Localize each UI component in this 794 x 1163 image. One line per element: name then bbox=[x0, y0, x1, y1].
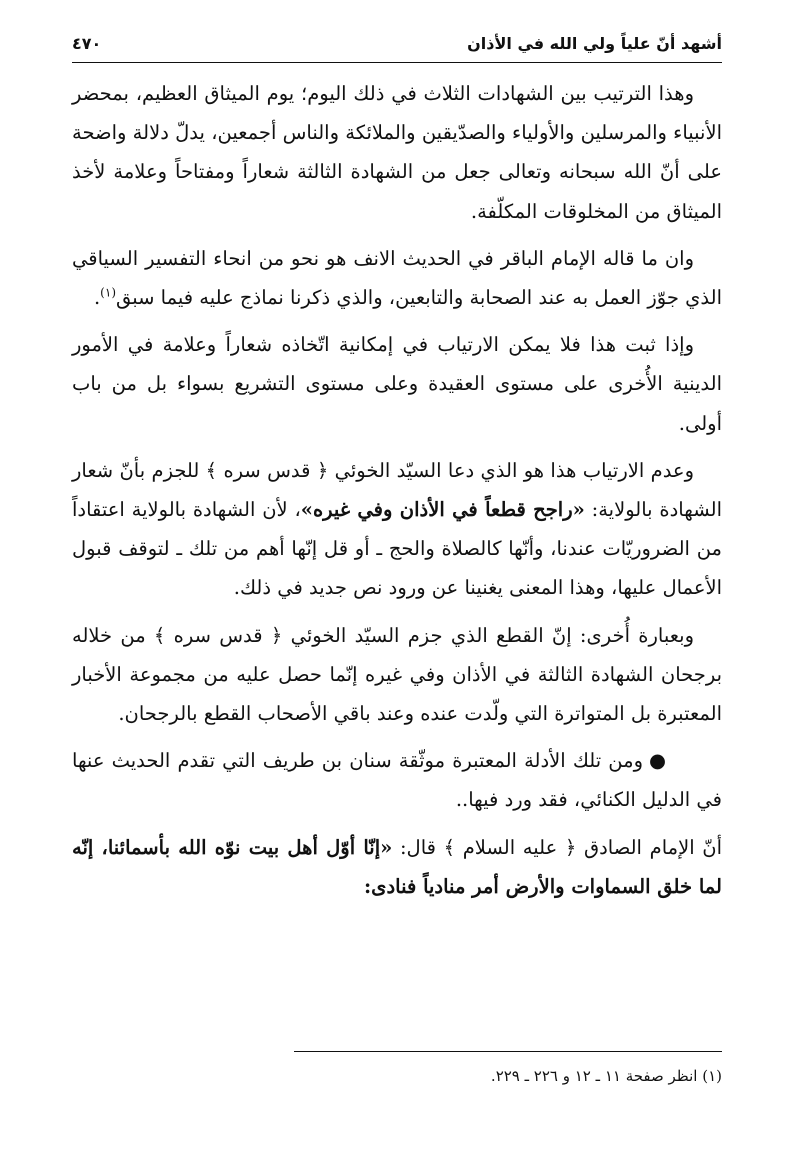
paragraph-2 bbox=[72, 239, 722, 317]
paragraph-6 bbox=[72, 741, 722, 819]
paragraph-1-text: وهذا الترتيب بين الشهادات الثلاث في ذلك اليوم؛ يوم الميثاق العظيم، بمحضر الأنبياء والمرسلين والأولياء والصدّيقين والملائكة والناس أجمعين، يدلّ دلالة واضحة على أنّ الله سبحانه وتعالى جعل من الشهادة الثالثة شعاراً ومفتاحاً وعلامة لأخذ الميثاق من المخلوقات المكلّفة. bbox=[72, 82, 722, 223]
footnote bbox=[72, 1064, 722, 1088]
paragraph-4-end: ، لأن الشهادة بالولاية اعتقاداً من الضروريّات عندنا، وأنّها كالصلاة والحج ـ أو قل إنّها أهم من تلك ـ لتوقف قبول الأعمال عليها، وهذا المعنى يغنينا عن ورود نص جديد في ذلك. bbox=[72, 498, 722, 600]
running-header bbox=[72, 28, 722, 58]
paragraph-3-text: وإذا ثبت هذا فلا يمكن الارتياب في إمكانية اتّخاذه شعاراً وعلامة في الأمور الدينية الأُخرى على مستوى العقيدة وعلى مستوى التشريع بسواء بل من باب أولى. bbox=[72, 333, 722, 435]
paragraph-4 bbox=[72, 451, 722, 608]
paragraph-4-quote: «راجح قطعاً في الأذان وفي غيره» bbox=[300, 498, 585, 522]
footnote-divider bbox=[294, 1051, 722, 1052]
page-number: ٤٧٠ bbox=[72, 33, 102, 53]
paragraph-2-end: . bbox=[93, 286, 101, 310]
paragraph-5-text: وبعبارة أُخرى: إنّ القطع الذي جزم السيّد الخوئي ﴿ قدس سره ﴾ من خلاله برجحان الشهادة الثالثة في الأذان وفي غيره إنّما حصل عليه من مجموعة الأخبار المعتبرة بل المتواترة التي ولّدت عنده وعند باقي الأصحاب القطع بالرجحان. bbox=[72, 623, 722, 726]
paragraph-5 bbox=[72, 616, 722, 734]
paragraph-7-start: أنّ الإمام الصادق ﴿ عليه السلام ﴾ قال: bbox=[392, 835, 723, 859]
bullet-icon: ● bbox=[648, 749, 666, 773]
paragraph-1 bbox=[72, 74, 722, 231]
footnote-text: (١) انظر صفحة ١١ ـ ١٢ و ٢٢٦ ـ ٢٢٩. bbox=[490, 1067, 722, 1085]
header-divider bbox=[72, 62, 722, 63]
body-text bbox=[72, 74, 722, 906]
paragraph-7 bbox=[72, 828, 722, 906]
paragraph-3 bbox=[72, 325, 722, 443]
paragraph-2-text: وان ما قاله الإمام الباقر في الحديث الانف هو نحو من انحاء التفسير السياقي الذي جوّز العمل به عند الصحابة والتابعين، والذي ذكرنا نماذج عليه فيما سبق bbox=[72, 246, 722, 310]
paragraph-7-quote: «إنّا أوّل أهل بيت نوّه الله بأسمائنا، إنّه لما خلق السماوات والأرض أمر منادياً فنادى: bbox=[72, 835, 722, 898]
paragraph-6-text: ومن تلك الأدلة المعتبرة موثّقة سنان بن طريف التي تقدم الحديث عنها في الدليل الكنائي، فقد ورد فيها.. bbox=[72, 749, 722, 812]
footnote-reference: (١) bbox=[100, 285, 116, 300]
paragraph-4-start: وعدم الارتياب هذا هو الذي دعا السيّد الخوئي ﴿ قدس سره ﴾ للجزم بأنّ شعار الشهادة بالولاية: bbox=[72, 458, 722, 522]
header-title: أشهد أنّ علياً ولي الله في الأذان bbox=[467, 33, 722, 53]
